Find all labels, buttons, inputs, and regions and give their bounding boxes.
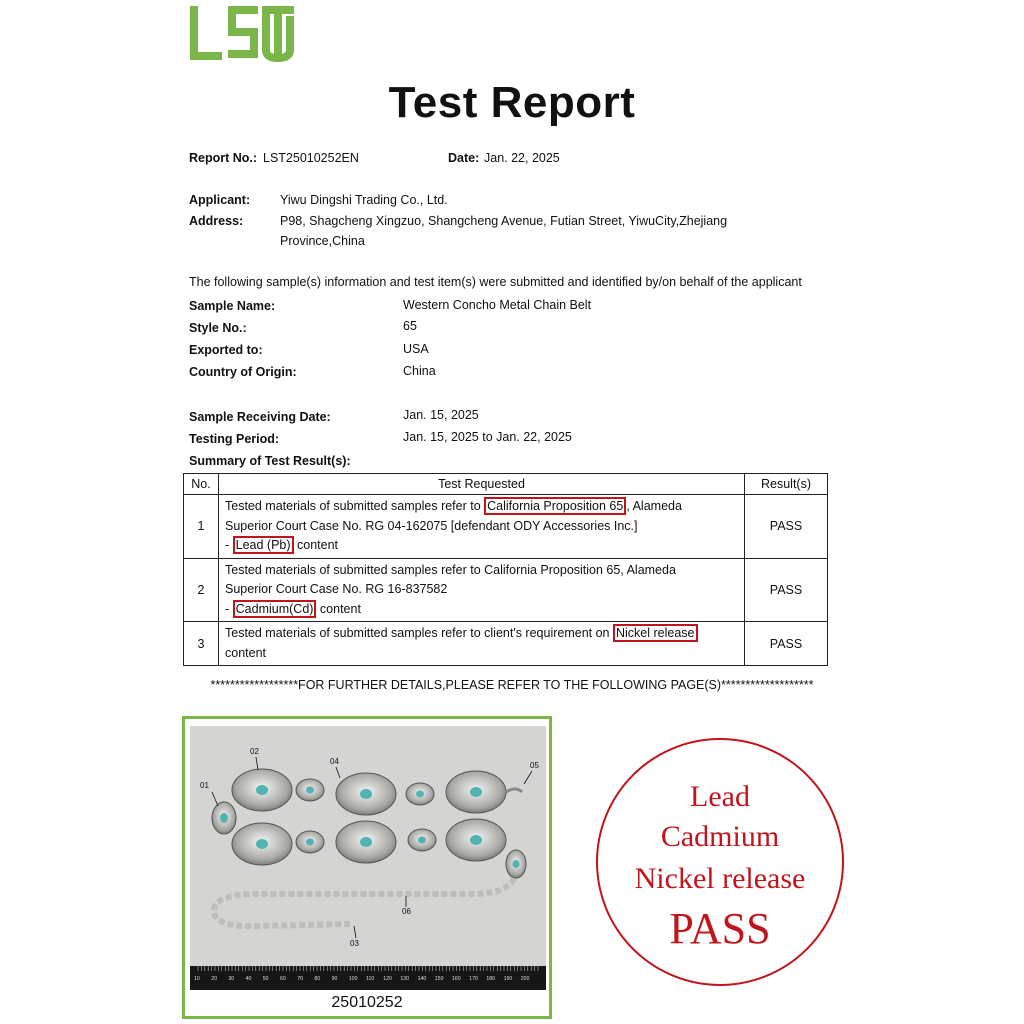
test-text: Superior Court Case No. RG 04-162075 [defendant ODY Accessories Inc.] xyxy=(225,518,638,533)
lst-logo xyxy=(188,2,298,62)
test-text: content xyxy=(316,601,361,616)
concho-row-upper xyxy=(232,769,522,815)
testing-period-label: Testing Period: xyxy=(189,432,280,446)
row-result: PASS xyxy=(745,495,828,559)
row-no: 1 xyxy=(184,495,219,559)
ruler-mark: 30 xyxy=(228,976,235,982)
report-date: Jan. 22, 2025 xyxy=(484,151,560,165)
ruler-mark: 70 xyxy=(297,976,303,982)
ruler-mark: 120 xyxy=(383,976,392,982)
testing-period: Jan. 15, 2025 to Jan. 22, 2025 xyxy=(403,430,572,444)
test-text: Superior Court Case No. RG 16-837582 xyxy=(225,582,448,596)
row-result: PASS xyxy=(745,622,828,666)
address-line-2: Province,China xyxy=(280,234,365,248)
belt-chain xyxy=(214,878,514,926)
applicant-label: Applicant: xyxy=(189,193,251,207)
table-row xyxy=(184,558,828,622)
applicant: Yiwu Dingshi Trading Co., Ltd. xyxy=(280,193,448,207)
sample-name: Western Concho Metal Chain Belt xyxy=(403,298,592,312)
callout-05: 05 xyxy=(530,761,539,770)
ruler-mark: 170 xyxy=(469,976,478,982)
ruler-mark: 100 xyxy=(348,976,358,982)
stamp-line-cadmium: Cadmium xyxy=(660,820,780,853)
row-result: PASS xyxy=(745,558,828,622)
row-test xyxy=(219,622,745,666)
ruler-mark: 40 xyxy=(245,976,252,982)
ruler-mark: 80 xyxy=(314,976,321,982)
row-test xyxy=(219,558,745,622)
exported-label: Exported to: xyxy=(189,343,263,357)
test-text: Tested materials of submitted samples refer to client's requirement on xyxy=(225,626,613,640)
ruler-mark: 50 xyxy=(262,976,269,982)
intro-text: The following sample(s) information and test item(s) were submitted and identified by/on behalf of the applicant xyxy=(189,275,802,289)
style-no-label: Style No.: xyxy=(189,321,247,335)
receiving-date-label: Sample Receiving Date: xyxy=(189,410,331,424)
report-title: Test Report xyxy=(388,78,636,127)
belt-illustration xyxy=(190,726,546,990)
table-header-row xyxy=(184,474,828,495)
row-test xyxy=(219,495,745,559)
ruler-mark: 140 xyxy=(417,976,427,982)
col-results: Result(s) xyxy=(745,474,828,495)
row-no: 2 xyxy=(184,558,219,622)
test-text: - xyxy=(225,601,233,616)
test-text: - xyxy=(225,538,233,552)
measuring-ruler xyxy=(190,966,546,990)
further-details-note: ******************FOR FURTHER DETAILS,PLEASE REFER TO THE FOLLOWING PAGE(S)******************* xyxy=(210,678,814,692)
callout-03: 03 xyxy=(350,939,359,948)
ruler-mark: 60 xyxy=(280,976,286,982)
country-of-origin: China xyxy=(403,364,436,378)
highlight-box: California Proposition 65 xyxy=(484,497,626,515)
receiving-date: Jan. 15, 2025 xyxy=(403,408,479,422)
ruler-mark: 200 xyxy=(520,976,530,982)
ruler-mark: 150 xyxy=(434,976,444,982)
results-table xyxy=(183,473,828,666)
col-test-requested: Test Requested xyxy=(219,474,745,495)
test-text: Tested materials of submitted samples refer to California Proposition 65, Alameda xyxy=(225,562,676,577)
col-no: No. xyxy=(184,474,219,495)
highlight-box: Lead (Pb) xyxy=(233,536,294,554)
highlight-box: Nickel release xyxy=(613,624,698,642)
report-no-label: Report No.: xyxy=(189,151,258,165)
address-line-1: P98, Shagcheng Xingzuo, Shangcheng Avenue, Futian Street, YiwuCity,Zhejiang xyxy=(280,214,728,228)
photo-id: 25010252 xyxy=(331,994,403,1011)
ruler-mark: 10 xyxy=(194,976,200,982)
stamp-line-pass: PASS xyxy=(669,904,771,953)
ruler-mark: 110 xyxy=(366,976,375,982)
table-row xyxy=(184,622,828,666)
address-label: Address: xyxy=(189,214,244,228)
date-label: Date: xyxy=(448,151,480,165)
test-text: Tested materials of submitted samples refer to xyxy=(225,499,485,513)
origin-label: Country of Origin: xyxy=(189,365,297,379)
callout-04: 04 xyxy=(330,757,339,766)
report-no: LST25010252EN xyxy=(263,151,359,165)
callout-01: 01 xyxy=(200,781,209,790)
highlight-box: Cadmium(Cd) xyxy=(233,600,317,618)
test-text: content xyxy=(293,538,339,552)
ruler-mark: 130 xyxy=(400,976,410,982)
concho-row-lower xyxy=(232,819,526,878)
stamp-line-lead: Lead xyxy=(690,780,750,813)
ruler-mark: 160 xyxy=(452,976,461,982)
ruler-mark: 20 xyxy=(211,976,217,982)
callout-02: 02 xyxy=(250,747,259,756)
ruler-mark: 190 xyxy=(503,976,513,982)
table-row xyxy=(184,495,828,559)
exported-to: USA xyxy=(403,342,429,356)
ruler-mark: 90 xyxy=(331,976,338,982)
stamp-line-nickel: Nickel release xyxy=(634,862,806,895)
sample-name-label: Sample Name: xyxy=(189,299,276,313)
row-no: 3 xyxy=(184,622,219,666)
ruler-mark: 180 xyxy=(486,976,496,982)
test-text: content xyxy=(225,645,267,660)
callout-06: 06 xyxy=(402,907,411,916)
summary-label: Summary of Test Result(s): xyxy=(189,454,351,468)
test-text: , Alameda xyxy=(626,499,682,513)
product-photo xyxy=(190,726,546,990)
style-no: 65 xyxy=(403,319,417,333)
